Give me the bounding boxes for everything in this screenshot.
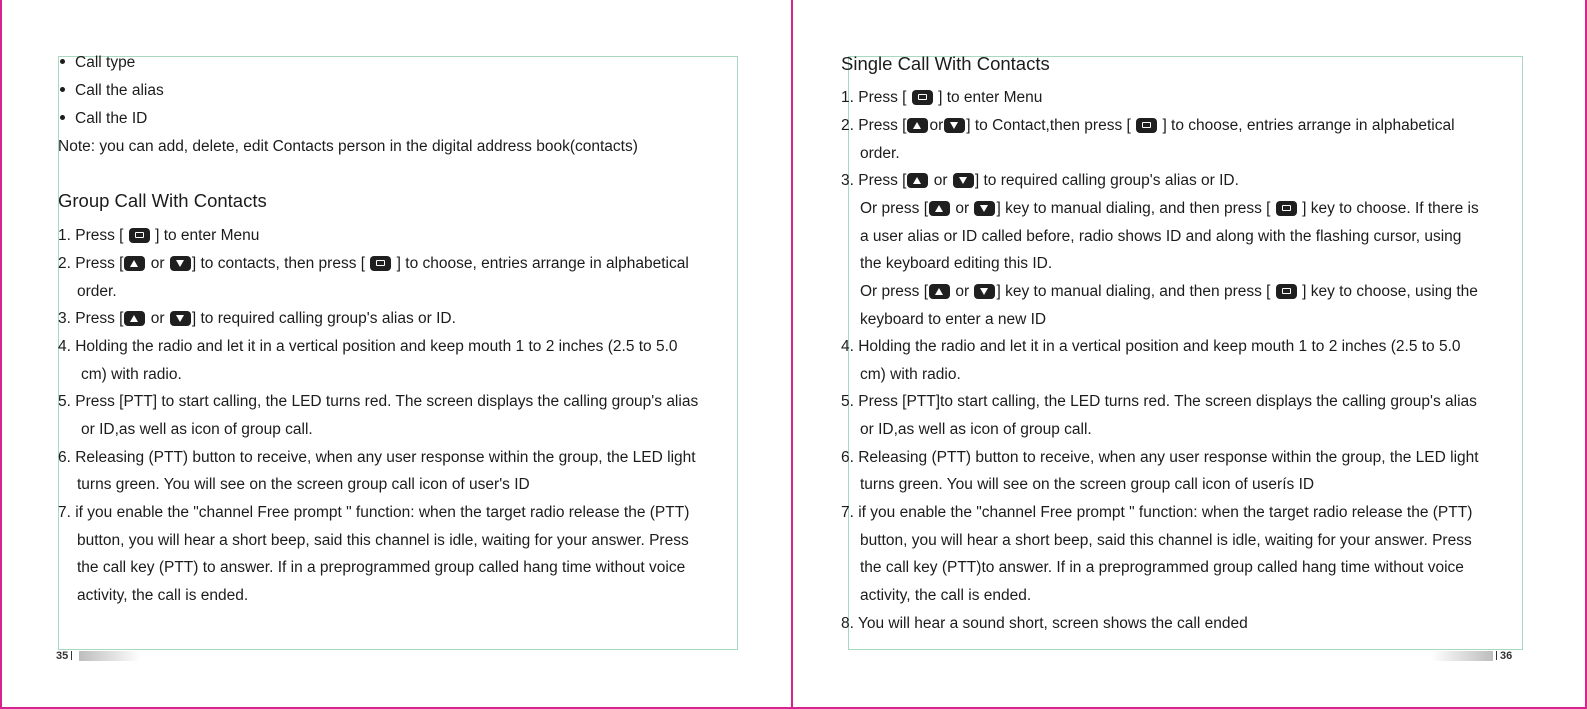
step-7-line-4: activity, the call is ended. xyxy=(77,587,249,604)
or-text: or xyxy=(929,117,944,134)
step-text: 1. Press [ xyxy=(841,89,911,106)
or-text: or xyxy=(955,200,970,217)
step-4-continuation: cm) with radio. xyxy=(860,366,961,383)
step-5-continuation: or ID,as well as icon of group call. xyxy=(81,421,313,438)
step-3-or-press-1 xyxy=(860,200,1479,218)
page-number-bar xyxy=(1431,651,1493,661)
down-arrow-key-icon xyxy=(170,311,191,326)
or-text: or xyxy=(955,283,970,300)
bullet-text: Call type xyxy=(75,54,136,71)
step-text: 3. Press [ xyxy=(58,310,124,327)
note-text: Note: you can add, delete, edit Contacts person in the digital address book(contacts) xyxy=(58,138,638,155)
menu-key-icon xyxy=(912,90,933,105)
down-arrow-key-icon xyxy=(953,173,974,188)
step-text: ] key to manual dialing, and then press [ xyxy=(996,200,1275,217)
step-6-continuation: turns green. You will see on the screen group call icon of user's ID xyxy=(77,476,530,493)
or-text: or xyxy=(150,310,165,327)
step-text: 3. Press [ xyxy=(841,172,907,189)
step-7-line-2: button, you will hear a short beep, said this channel is idle, waiting for your answer. Press xyxy=(77,532,689,549)
right-page xyxy=(792,0,1587,709)
step-text: Or press [ xyxy=(860,283,929,300)
step-3-or-press-2 xyxy=(860,283,1478,301)
step-text: ] to enter Menu xyxy=(150,227,260,244)
step-4-continuation: cm) with radio. xyxy=(81,366,182,383)
step-3-line-5: keyboard to enter a new ID xyxy=(860,311,1047,328)
step-5: 5. Press [PTT] to start calling, the LED turns red. The screen displays the calling group's alias xyxy=(58,393,699,410)
bullet-text: Call the ID xyxy=(75,110,148,127)
step-text: ] to Contact,then press [ xyxy=(966,117,1136,134)
step-2-continuation: order. xyxy=(77,283,117,300)
step-1 xyxy=(58,227,259,245)
step-text: ] to choose, entries arrange in alphabetical xyxy=(392,255,689,272)
bullet-text: Call the alias xyxy=(75,82,164,99)
bullet-icon xyxy=(60,115,65,120)
down-arrow-key-icon xyxy=(974,201,995,216)
bullet-icon xyxy=(60,87,65,92)
down-arrow-key-icon xyxy=(944,118,965,133)
step-2-continuation: order. xyxy=(860,145,900,162)
step-text: Or press [ xyxy=(860,200,929,217)
left-page xyxy=(0,0,792,709)
up-arrow-key-icon xyxy=(929,201,950,216)
down-arrow-key-icon xyxy=(170,256,191,271)
section-heading: Group Call With Contacts xyxy=(58,190,267,211)
up-arrow-key-icon xyxy=(907,173,928,188)
menu-key-icon xyxy=(1136,118,1157,133)
step-text: ] key to choose. If there is xyxy=(1297,200,1479,217)
page-number-text: 35 xyxy=(56,650,69,662)
step-1 xyxy=(841,89,1042,107)
step-text: ] key to manual dialing, and then press [ xyxy=(996,283,1275,300)
page-number-divider xyxy=(71,651,72,660)
bullet-item xyxy=(58,54,135,72)
step-text: 1. Press [ xyxy=(58,227,128,244)
step-7-line-4: activity, the call is ended. xyxy=(860,587,1032,604)
page-number xyxy=(56,650,75,662)
step-7-line-2: button, you will hear a short beep, said this channel is idle, waiting for your answer. Press xyxy=(860,532,1472,549)
up-arrow-key-icon xyxy=(907,118,928,133)
step-7: 7. if you enable the "channel Free prompt " function: when the target radio release the (PTT) xyxy=(58,504,690,521)
step-text: ] to required calling group's alias or ID. xyxy=(191,310,456,327)
step-3-line-2: a user alias or ID called before, radio shows ID and along with the flashing cursor, using xyxy=(860,228,1462,245)
step-text: ] to enter Menu xyxy=(933,89,1043,106)
step-5-continuation: or ID,as well as icon of group call. xyxy=(860,421,1092,438)
step-4: 4. Holding the radio and let it in a vertical position and keep mouth 1 to 2 inches (2.5 to 5.0 xyxy=(841,338,1461,355)
step-7-line-3: the call key (PTT)to answer. If in a preprogrammed group called hang time without voice xyxy=(860,559,1464,576)
page-number-bar xyxy=(79,651,141,661)
step-text: 2. Press [ xyxy=(58,255,124,272)
step-7: 7. if you enable the "channel Free prompt " function: when the target radio release the (PTT) xyxy=(841,504,1473,521)
bullet-item xyxy=(58,82,164,100)
step-6: 6. Releasing (PTT) button to receive, when any user response within the group, the LED light xyxy=(841,449,1479,466)
page-number-divider xyxy=(1496,651,1497,660)
step-2 xyxy=(841,117,1455,135)
up-arrow-key-icon xyxy=(124,311,145,326)
bullet-icon xyxy=(60,59,65,64)
step-text: ] to contacts, then press [ xyxy=(191,255,370,272)
step-text: ] to required calling group's alias or ID. xyxy=(974,172,1239,189)
or-text: or xyxy=(150,255,165,272)
step-4: 4. Holding the radio and let it in a vertical position and keep mouth 1 to 2 inches (2.5 to 5.0 xyxy=(58,338,678,355)
step-6-continuation: turns green. You will see on the screen group call icon of userís ID xyxy=(860,476,1315,493)
page-number-text: 36 xyxy=(1500,650,1513,662)
step-2 xyxy=(58,255,689,273)
up-arrow-key-icon xyxy=(124,256,145,271)
bullet-item xyxy=(58,110,147,128)
step-text: 2. Press [ xyxy=(841,117,907,134)
section-heading: Single Call With Contacts xyxy=(841,53,1050,74)
menu-key-icon xyxy=(370,256,391,271)
step-7-line-3: the call key (PTT) to answer. If in a preprogrammed group called hang time without voice xyxy=(77,559,686,576)
step-8: 8. You will hear a sound short, screen shows the call ended xyxy=(841,615,1248,632)
step-text: ] key to choose, using the xyxy=(1297,283,1478,300)
up-arrow-key-icon xyxy=(929,284,950,299)
down-arrow-key-icon xyxy=(974,284,995,299)
step-3 xyxy=(841,172,1239,190)
menu-key-icon xyxy=(1276,201,1297,216)
menu-key-icon xyxy=(129,228,150,243)
step-5: 5. Press [PTT]to start calling, the LED turns red. The screen displays the calling group's alias xyxy=(841,393,1477,410)
step-3 xyxy=(58,310,456,328)
step-3-line-3: the keyboard editing this ID. xyxy=(860,255,1053,272)
page-number xyxy=(1493,650,1512,662)
or-text: or xyxy=(933,172,948,189)
step-text: ] to choose, entries arrange in alphabetical xyxy=(1158,117,1455,134)
step-6: 6. Releasing (PTT) button to receive, when any user response within the group, the LED light xyxy=(58,449,696,466)
menu-key-icon xyxy=(1276,284,1297,299)
